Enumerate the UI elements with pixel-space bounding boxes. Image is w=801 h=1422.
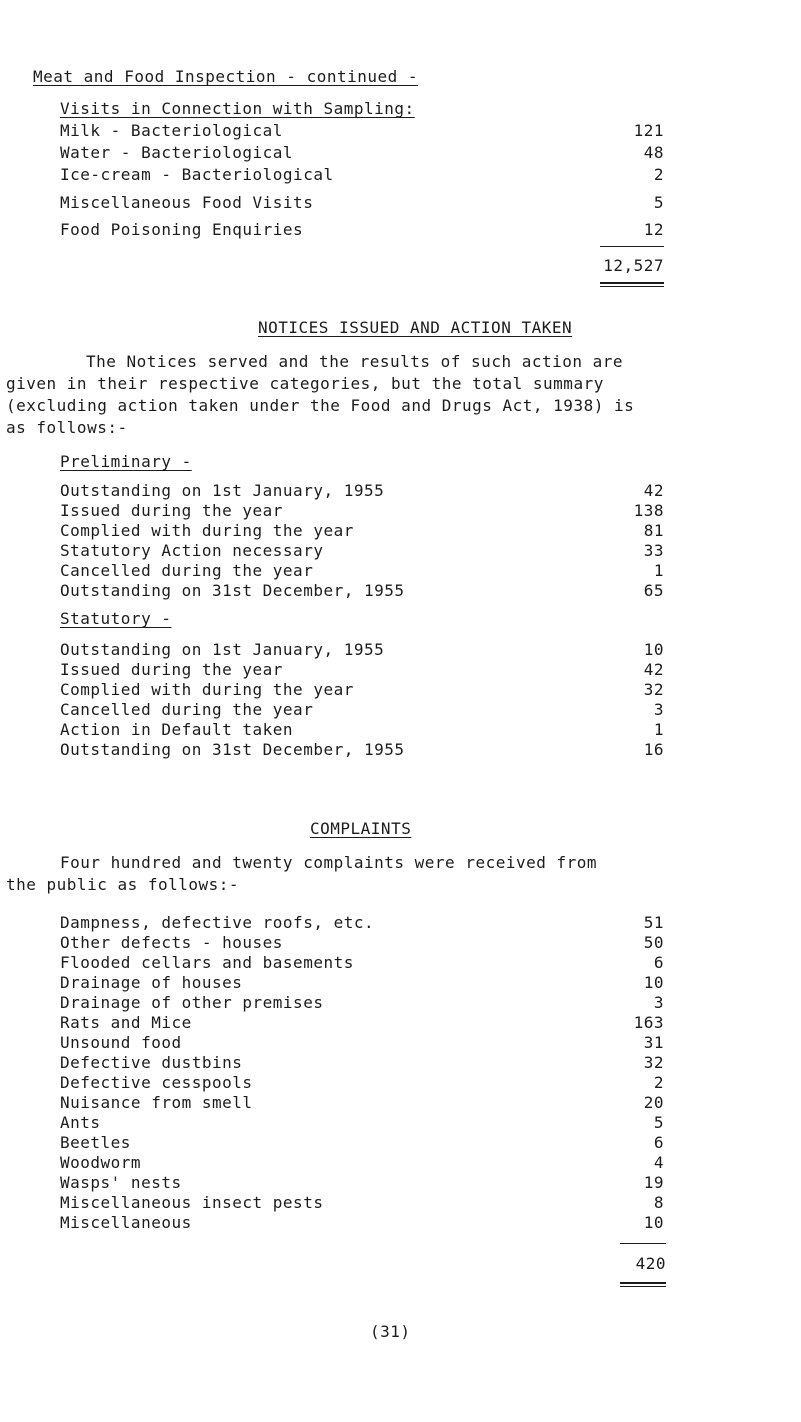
- complaint-row-value: 163: [633, 1013, 664, 1032]
- complaints-intro-line: the public as follows:-: [6, 875, 240, 894]
- page-header: Meat and Food Inspection - continued -: [33, 67, 419, 86]
- complaint-row-value: 10: [643, 1213, 664, 1232]
- statutory-row-label: Action in Default taken: [60, 720, 294, 739]
- complaint-row-label: Woodworm: [60, 1153, 142, 1172]
- preliminary-row-label: Outstanding on 31st December, 1955: [60, 581, 405, 600]
- subtotal-rule: [620, 1243, 666, 1244]
- notices-heading: NOTICES ISSUED AND ACTION TAKEN: [258, 318, 573, 337]
- complaint-row-value: 3: [653, 993, 664, 1012]
- preliminary-row-value: 42: [643, 481, 664, 500]
- subtotal-rule: [600, 246, 664, 247]
- notices-intro-line: (excluding action taken under the Food and Drugs Act, 1938) is: [6, 396, 635, 415]
- statutory-heading: Statutory -: [60, 609, 172, 628]
- complaint-row-label: Rats and Mice: [60, 1013, 192, 1032]
- statutory-row-label: Outstanding on 31st December, 1955: [60, 740, 405, 759]
- complaint-row-label: Ants: [60, 1113, 101, 1132]
- complaint-row-value: 19: [643, 1173, 664, 1192]
- total-double-rule: [600, 282, 664, 284]
- sampling-row-label: Milk - Bacteriological: [60, 121, 283, 140]
- statutory-row-value: 10: [643, 640, 664, 659]
- statutory-row-label: Cancelled during the year: [60, 700, 314, 719]
- preliminary-row-value: 1: [653, 561, 664, 580]
- complaint-row-label: Wasps' nests: [60, 1173, 182, 1192]
- food-poisoning-label: Food Poisoning Enquiries: [60, 220, 304, 239]
- preliminary-row-value: 138: [633, 501, 664, 520]
- complaint-row-label: Flooded cellars and basements: [60, 953, 354, 972]
- complaint-row-label: Nuisance from smell: [60, 1093, 253, 1112]
- statutory-row-value: 1: [653, 720, 664, 739]
- statutory-row-label: Issued during the year: [60, 660, 283, 679]
- preliminary-row-value: 33: [643, 541, 664, 560]
- complaint-row-value: 51: [643, 913, 664, 932]
- complaint-row-value: 31: [643, 1033, 664, 1052]
- complaint-row-value: 20: [643, 1093, 664, 1112]
- notices-intro-line: The Notices served and the results of such action are: [86, 352, 624, 371]
- sampling-heading: Visits in Connection with Sampling:: [60, 99, 415, 118]
- preliminary-row-label: Statutory Action necessary: [60, 541, 324, 560]
- misc-food-visits-value: 5: [653, 193, 664, 212]
- complaints-intro-line: Four hundred and twenty complaints were received from: [60, 853, 598, 872]
- complaint-row-label: Beetles: [60, 1133, 131, 1152]
- preliminary-row-label: Complied with during the year: [60, 521, 354, 540]
- complaint-row-label: Miscellaneous: [60, 1213, 192, 1232]
- complaint-row-label: Drainage of houses: [60, 973, 243, 992]
- total-double-rule: [620, 1286, 666, 1287]
- complaint-row-value: 32: [643, 1053, 664, 1072]
- complaint-row-label: Defective dustbins: [60, 1053, 243, 1072]
- sampling-row-value: 121: [633, 121, 664, 140]
- preliminary-row-label: Issued during the year: [60, 501, 283, 520]
- preliminary-row-value: 81: [643, 521, 664, 540]
- complaint-row-value: 8: [653, 1193, 664, 1212]
- statutory-row-value: 3: [653, 700, 664, 719]
- sampling-row-value: 48: [643, 143, 664, 162]
- preliminary-row-label: Cancelled during the year: [60, 561, 314, 580]
- page-number: (31): [370, 1322, 411, 1341]
- complaint-row-label: Unsound food: [60, 1033, 182, 1052]
- complaint-row-label: Dampness, defective roofs, etc.: [60, 913, 375, 932]
- preliminary-row-label: Outstanding on 1st January, 1955: [60, 481, 385, 500]
- preliminary-heading: Preliminary -: [60, 452, 192, 471]
- complaints-heading: COMPLAINTS: [310, 819, 412, 838]
- complaint-row-label: Defective cesspools: [60, 1073, 253, 1092]
- total-double-rule: [600, 286, 664, 287]
- sampling-row-label: Ice-cream - Bacteriological: [60, 165, 334, 184]
- statutory-row-value: 16: [643, 740, 664, 759]
- total-double-rule: [620, 1282, 666, 1284]
- complaint-row-value: 10: [643, 973, 664, 992]
- complaint-row-value: 5: [653, 1113, 664, 1132]
- preliminary-row-value: 65: [643, 581, 664, 600]
- complaint-row-label: Miscellaneous insect pests: [60, 1193, 324, 1212]
- complaint-row-value: 2: [653, 1073, 664, 1092]
- statutory-row-value: 32: [643, 680, 664, 699]
- complaint-row-label: Other defects - houses: [60, 933, 283, 952]
- notices-intro-line: as follows:-: [6, 418, 128, 437]
- complaints-total: 420: [635, 1254, 666, 1273]
- misc-food-visits-label: Miscellaneous Food Visits: [60, 193, 314, 212]
- food-poisoning-value: 12: [643, 220, 664, 239]
- sampling-row-value: 2: [653, 165, 664, 184]
- complaint-row-value: 6: [653, 953, 664, 972]
- statutory-row-label: Outstanding on 1st January, 1955: [60, 640, 385, 659]
- sampling-row-label: Water - Bacteriological: [60, 143, 294, 162]
- notices-intro-line: given in their respective categories, but the total summary: [6, 374, 604, 393]
- statutory-row-value: 42: [643, 660, 664, 679]
- statutory-row-label: Complied with during the year: [60, 680, 354, 699]
- complaint-row-value: 6: [653, 1133, 664, 1152]
- sampling-total: 12,527: [603, 256, 664, 275]
- complaint-row-value: 4: [653, 1153, 664, 1172]
- complaint-row-value: 50: [643, 933, 664, 952]
- complaint-row-label: Drainage of other premises: [60, 993, 324, 1012]
